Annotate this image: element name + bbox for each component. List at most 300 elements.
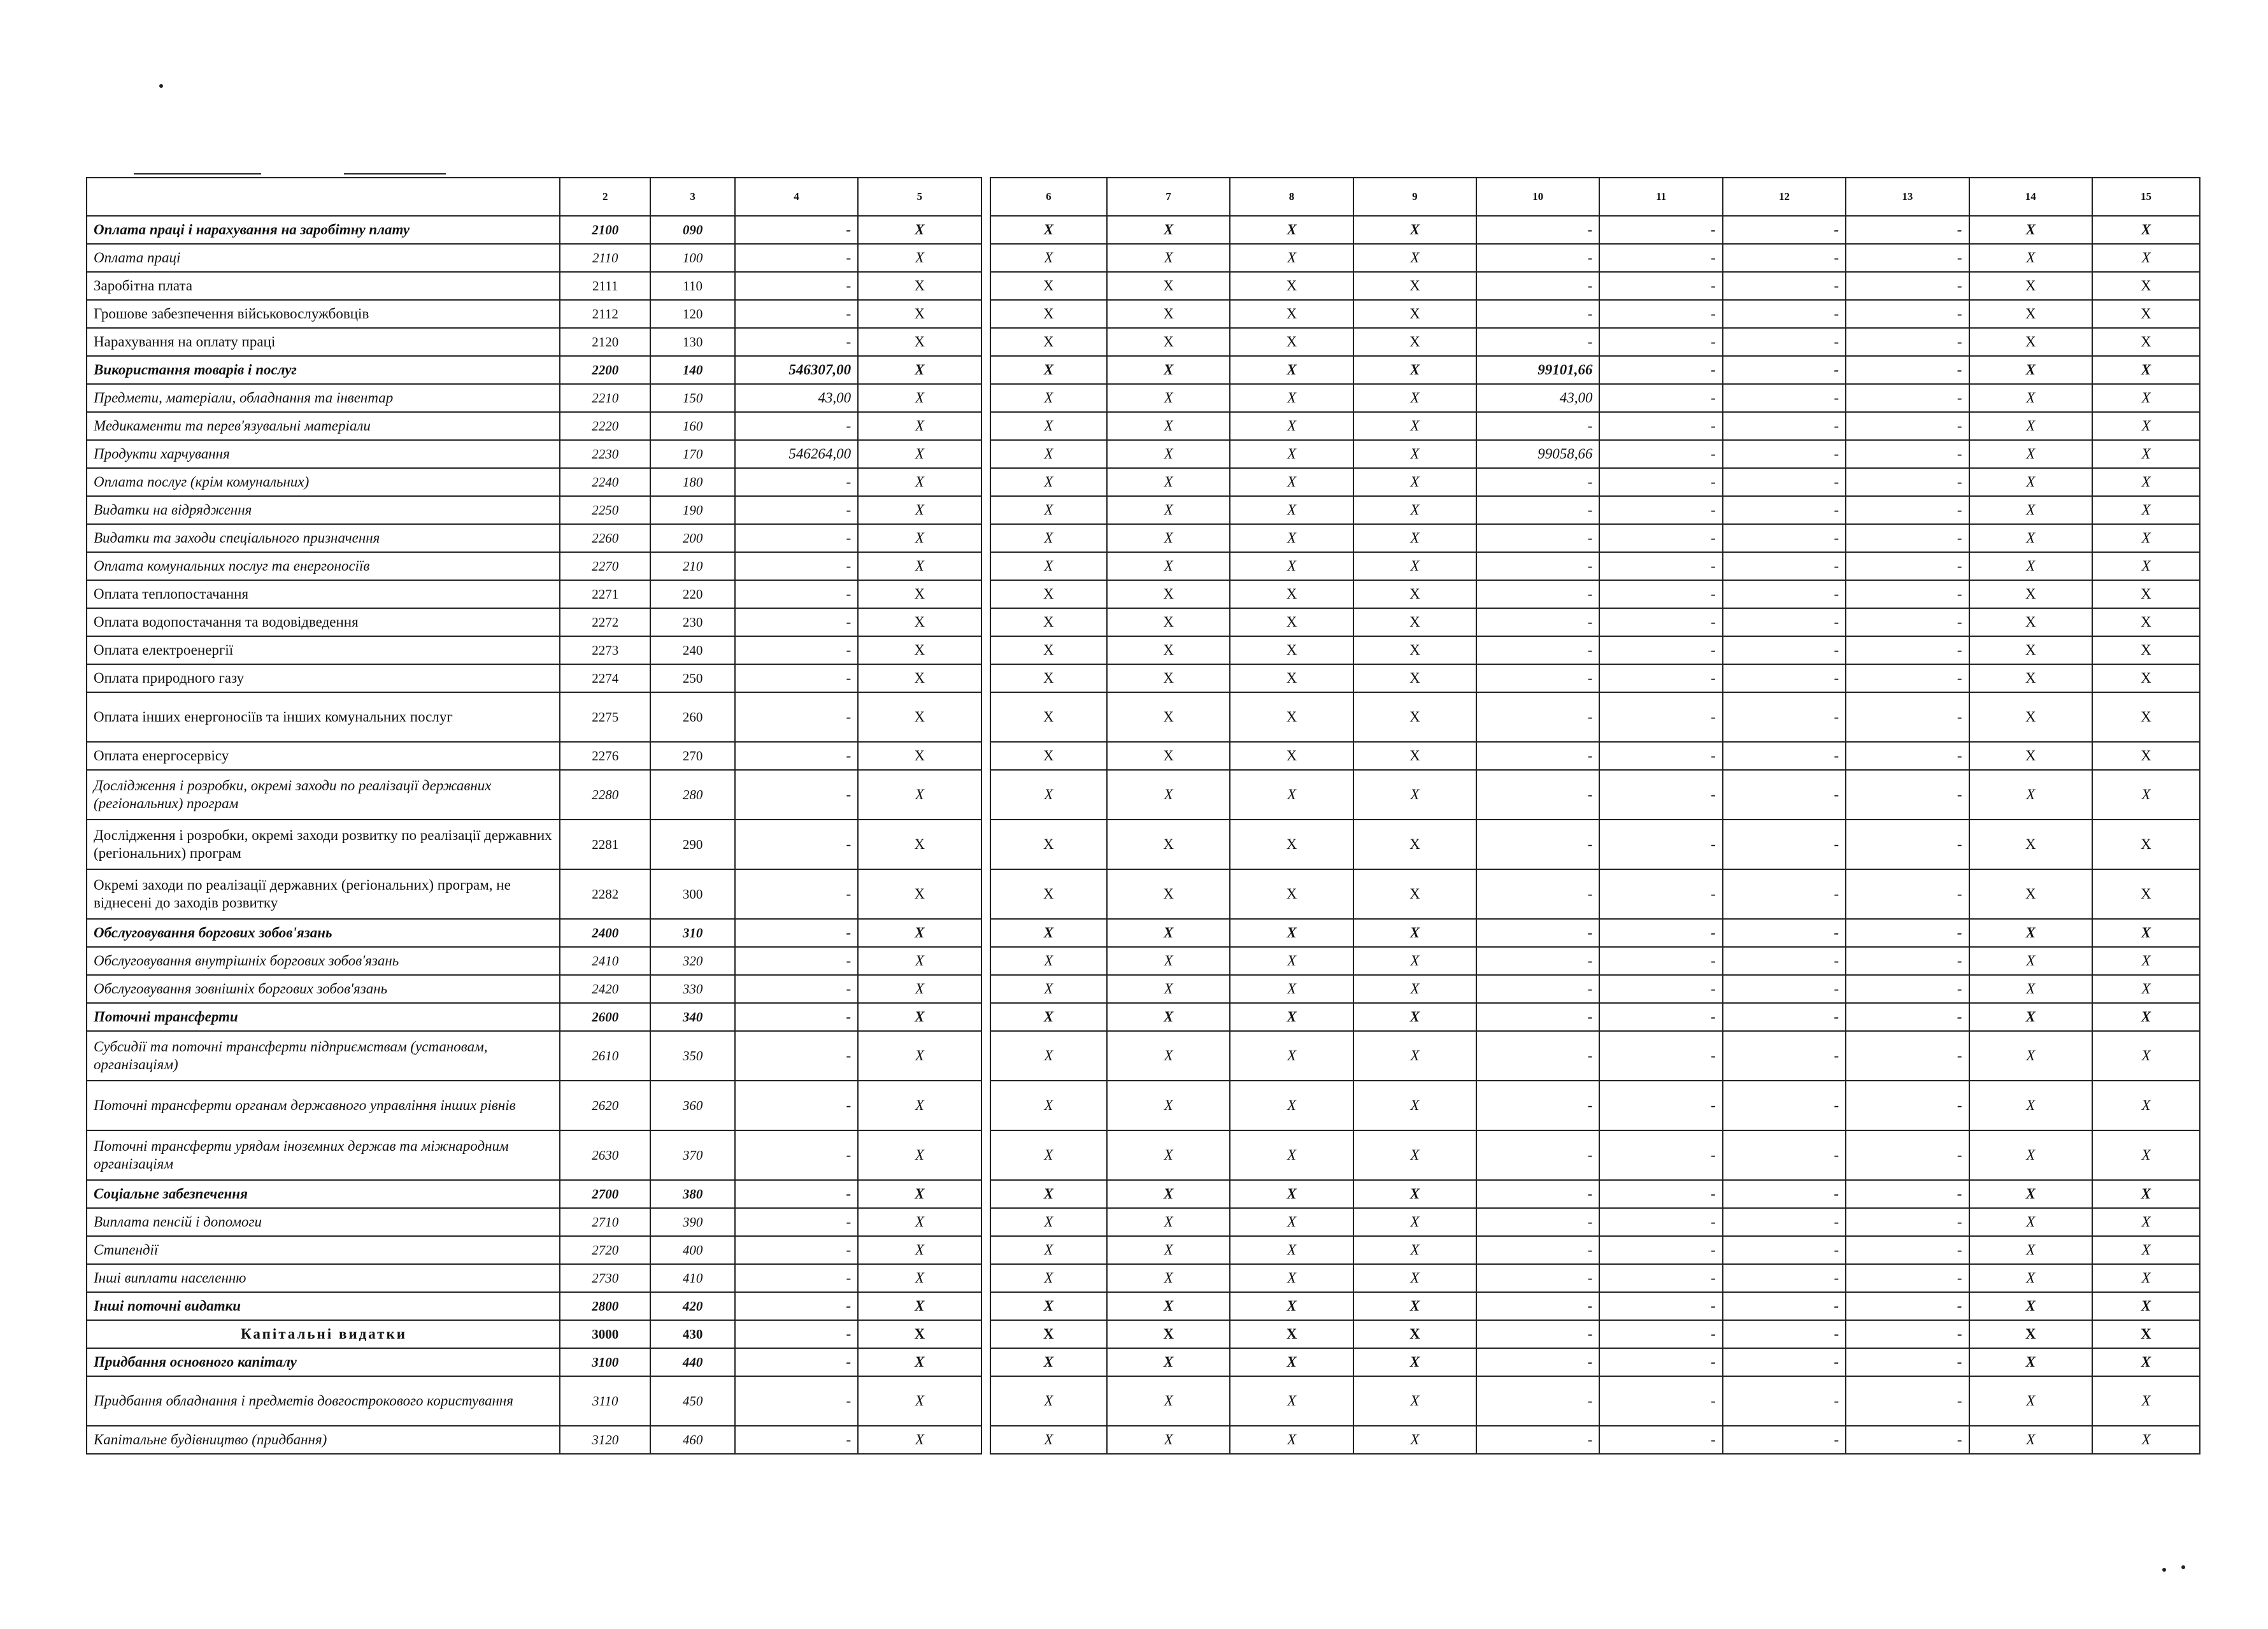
value-cell: X: [858, 1180, 981, 1208]
value-cell: X: [1230, 552, 1353, 580]
value-cell: -: [735, 1348, 858, 1376]
value-cell: X: [2092, 947, 2200, 975]
line-code-cell: 160: [650, 412, 734, 440]
value-cell: X: [1969, 919, 2092, 947]
table-row: [87, 1208, 2200, 1236]
value-cell: -: [1846, 272, 1969, 300]
kekv-code-cell: 2112: [560, 300, 650, 328]
value-cell: X: [858, 468, 981, 496]
value-cell: X: [1230, 947, 1353, 975]
table-row: [87, 975, 2200, 1003]
value-cell: X: [858, 1081, 981, 1130]
row-name: Обслуговування зовнішніх боргових зобов'язань: [87, 975, 560, 1003]
value-cell: X: [1353, 468, 1476, 496]
column-gap: [981, 1376, 990, 1426]
value-cell: -: [1476, 1292, 1599, 1320]
kekv-code-cell: 3100: [560, 1348, 650, 1376]
value-cell: X: [858, 1376, 981, 1426]
line-code-cell: 090: [650, 216, 734, 244]
value-cell: X: [858, 692, 981, 742]
value-cell: -: [1599, 468, 1722, 496]
value-cell: X: [1230, 1426, 1353, 1454]
line-code-cell: 450: [650, 1376, 734, 1426]
table-row: [87, 1180, 2200, 1208]
value-cell: -: [1476, 1348, 1599, 1376]
line-code-cell: 330: [650, 975, 734, 1003]
header-cell: 4: [735, 178, 858, 216]
row-name: Придбання основного капіталу: [87, 1348, 560, 1376]
line-code-cell: 430: [650, 1320, 734, 1348]
value-cell: X: [1107, 742, 1230, 770]
row-name: Використання товарів і послуг: [87, 356, 560, 384]
kekv-code-cell: 2410: [560, 947, 650, 975]
value-cell: X: [2092, 1081, 2200, 1130]
scan-speck: [2162, 1568, 2166, 1572]
column-gap: [981, 1264, 990, 1292]
value-cell: X: [858, 1130, 981, 1180]
value-cell: X: [858, 636, 981, 664]
table-row: [87, 468, 2200, 496]
value-cell: -: [1723, 1348, 1846, 1376]
value-cell: -: [1723, 216, 1846, 244]
header-cell: 9: [1353, 178, 1476, 216]
value-cell: -: [1846, 384, 1969, 412]
row-name: Оплата праці: [87, 244, 560, 272]
value-cell: -: [1476, 244, 1599, 272]
column-number-row: [87, 178, 2200, 216]
value-cell: X: [1353, 272, 1476, 300]
table-row: [87, 742, 2200, 770]
value-cell: X: [1107, 356, 1230, 384]
value-cell: X: [1353, 1003, 1476, 1031]
value-cell: X: [1353, 328, 1476, 356]
value-cell: -: [1476, 272, 1599, 300]
value-cell: X: [1353, 1236, 1476, 1264]
value-cell: X: [1107, 636, 1230, 664]
value-cell: -: [1846, 947, 1969, 975]
value-cell: X: [990, 919, 1107, 947]
value-cell: -: [1599, 384, 1722, 412]
value-cell: -: [735, 608, 858, 636]
value-cell: X: [1107, 1180, 1230, 1208]
value-cell: -: [735, 524, 858, 552]
line-code-cell: 170: [650, 440, 734, 468]
value-cell: X: [1969, 820, 2092, 869]
line-code-cell: 350: [650, 1031, 734, 1081]
value-cell: X: [858, 1320, 981, 1348]
column-gap: [981, 580, 990, 608]
value-cell: X: [858, 300, 981, 328]
line-code-cell: 250: [650, 664, 734, 692]
value-cell: X: [990, 356, 1107, 384]
table-row: [87, 412, 2200, 440]
value-cell: -: [1476, 1208, 1599, 1236]
value-cell: -: [1476, 1264, 1599, 1292]
value-cell: X: [1353, 440, 1476, 468]
value-cell: X: [990, 975, 1107, 1003]
value-cell: X: [1230, 300, 1353, 328]
value-cell: -: [735, 1236, 858, 1264]
value-cell: X: [1107, 975, 1230, 1003]
value-cell: -: [1723, 300, 1846, 328]
table-row: [87, 496, 2200, 524]
value-cell: -: [1476, 524, 1599, 552]
value-cell: X: [1969, 580, 2092, 608]
kekv-code-cell: 2720: [560, 1236, 650, 1264]
value-cell: -: [1846, 975, 1969, 1003]
line-code-cell: 210: [650, 552, 734, 580]
kekv-code-cell: 2110: [560, 244, 650, 272]
value-cell: X: [1353, 636, 1476, 664]
table-body: [87, 216, 2200, 1454]
line-code-cell: 300: [650, 869, 734, 919]
value-cell: X: [1969, 770, 2092, 820]
value-cell: -: [735, 496, 858, 524]
line-code-cell: 400: [650, 1236, 734, 1264]
value-cell: -: [735, 1180, 858, 1208]
value-cell: X: [1969, 1208, 2092, 1236]
value-cell: X: [1230, 1208, 1353, 1236]
value-cell: X: [858, 496, 981, 524]
value-cell: -: [735, 1376, 858, 1426]
column-gap: [981, 384, 990, 412]
table-row: [87, 272, 2200, 300]
value-cell: -: [735, 1320, 858, 1348]
column-gap: [981, 1320, 990, 1348]
value-cell: X: [1107, 820, 1230, 869]
value-cell: -: [1476, 1081, 1599, 1130]
value-cell: X: [1353, 608, 1476, 636]
value-cell: X: [2092, 1180, 2200, 1208]
value-cell: X: [990, 412, 1107, 440]
line-code-cell: 340: [650, 1003, 734, 1031]
value-cell: -: [1476, 692, 1599, 742]
value-cell: -: [1476, 608, 1599, 636]
value-cell: X: [1969, 975, 2092, 1003]
value-cell: -: [735, 1264, 858, 1292]
table-row: [87, 692, 2200, 742]
value-cell: -: [1599, 1426, 1722, 1454]
row-name: Обслуговування внутрішніх боргових зобов'язань: [87, 947, 560, 975]
value-cell: -: [735, 770, 858, 820]
value-cell: -: [1476, 1320, 1599, 1348]
value-cell: X: [1230, 328, 1353, 356]
value-cell: X: [2092, 636, 2200, 664]
column-gap: [981, 216, 990, 244]
value-cell: -: [1599, 1208, 1722, 1236]
value-cell: X: [1107, 1236, 1230, 1264]
value-cell: -: [1599, 300, 1722, 328]
row-name: Поточні трансферти органам державного управління інших рівнів: [87, 1081, 560, 1130]
value-cell: X: [990, 947, 1107, 975]
column-gap: [981, 356, 990, 384]
value-cell: X: [990, 440, 1107, 468]
header-rule: [134, 173, 261, 174]
table-row: [87, 384, 2200, 412]
value-cell: X: [1230, 440, 1353, 468]
value-cell: -: [1723, 1236, 1846, 1264]
row-name: Придбання обладнання і предметів довгострокового користування: [87, 1376, 560, 1426]
value-cell: X: [1353, 975, 1476, 1003]
value-cell: X: [1107, 524, 1230, 552]
value-cell: X: [990, 300, 1107, 328]
value-cell: -: [735, 300, 858, 328]
value-cell: X: [1353, 384, 1476, 412]
header-cell: 7: [1107, 178, 1230, 216]
value-cell: -: [1846, 742, 1969, 770]
header-cell: 11: [1599, 178, 1722, 216]
value-cell: X: [1969, 742, 2092, 770]
column-gap: [981, 1292, 990, 1320]
row-name: Інші поточні видатки: [87, 1292, 560, 1320]
line-code-cell: 180: [650, 468, 734, 496]
table-row: [87, 1426, 2200, 1454]
value-cell: 546307,00: [735, 356, 858, 384]
value-cell: -: [1723, 919, 1846, 947]
kekv-code-cell: 2281: [560, 820, 650, 869]
kekv-code-cell: 2120: [560, 328, 650, 356]
column-gap: [981, 947, 990, 975]
table-row: [87, 608, 2200, 636]
value-cell: -: [1723, 1180, 1846, 1208]
value-cell: -: [1723, 692, 1846, 742]
value-cell: -: [1846, 244, 1969, 272]
value-cell: X: [1353, 300, 1476, 328]
scan-speck: [2181, 1565, 2185, 1569]
value-cell: X: [1107, 947, 1230, 975]
value-cell: X: [1230, 412, 1353, 440]
value-cell: -: [1476, 216, 1599, 244]
value-cell: -: [1846, 552, 1969, 580]
value-cell: X: [990, 1376, 1107, 1426]
value-cell: -: [1846, 1003, 1969, 1031]
value-cell: X: [2092, 468, 2200, 496]
value-cell: X: [1107, 1320, 1230, 1348]
value-cell: X: [1107, 328, 1230, 356]
value-cell: X: [990, 1003, 1107, 1031]
column-gap: [981, 742, 990, 770]
value-cell: -: [1846, 1180, 1969, 1208]
value-cell: X: [990, 1426, 1107, 1454]
value-cell: X: [2092, 820, 2200, 869]
value-cell: X: [2092, 440, 2200, 468]
value-cell: -: [1476, 468, 1599, 496]
value-cell: -: [1599, 524, 1722, 552]
value-cell: X: [858, 919, 981, 947]
value-cell: X: [1969, 664, 2092, 692]
header-cell: 12: [1723, 178, 1846, 216]
value-cell: -: [1846, 770, 1969, 820]
value-cell: -: [1846, 1348, 1969, 1376]
value-cell: X: [1969, 244, 2092, 272]
value-cell: -: [1846, 608, 1969, 636]
value-cell: -: [1846, 869, 1969, 919]
column-gap: [981, 552, 990, 580]
row-name: Дослідження і розробки, окремі заходи по реалізації державних (регіональних) програм: [87, 770, 560, 820]
row-name: Грошове забезпечення військовослужбовців: [87, 300, 560, 328]
value-cell: -: [735, 272, 858, 300]
value-cell: X: [858, 244, 981, 272]
value-cell: X: [2092, 1208, 2200, 1236]
value-cell: X: [1969, 1348, 2092, 1376]
value-cell: -: [1723, 820, 1846, 869]
kekv-code-cell: 2400: [560, 919, 650, 947]
value-cell: X: [1353, 356, 1476, 384]
value-cell: -: [1476, 664, 1599, 692]
value-cell: X: [1353, 1292, 1476, 1320]
value-cell: X: [858, 608, 981, 636]
value-cell: X: [1230, 1264, 1353, 1292]
value-cell: X: [1107, 272, 1230, 300]
kekv-code-cell: 3120: [560, 1426, 650, 1454]
value-cell: X: [2092, 975, 2200, 1003]
value-cell: X: [858, 975, 981, 1003]
value-cell: X: [990, 664, 1107, 692]
value-cell: -: [1846, 636, 1969, 664]
value-cell: -: [1723, 1376, 1846, 1426]
column-gap: [981, 664, 990, 692]
kekv-code-cell: 2730: [560, 1264, 650, 1292]
value-cell: X: [2092, 384, 2200, 412]
value-cell: -: [1846, 1426, 1969, 1454]
value-cell: X: [1353, 742, 1476, 770]
value-cell: X: [1353, 1130, 1476, 1180]
value-cell: -: [1599, 975, 1722, 1003]
value-cell: X: [1353, 1180, 1476, 1208]
value-cell: -: [735, 869, 858, 919]
column-gap: [981, 1348, 990, 1376]
column-gap: [981, 496, 990, 524]
line-code-cell: 140: [650, 356, 734, 384]
value-cell: -: [735, 244, 858, 272]
column-gap: [981, 1130, 990, 1180]
value-cell: -: [1723, 328, 1846, 356]
value-cell: X: [990, 244, 1107, 272]
value-cell: -: [1723, 947, 1846, 975]
row-name: Оплата водопостачання та водовідведення: [87, 608, 560, 636]
row-name: Оплата послуг (крім комунальних): [87, 468, 560, 496]
value-cell: X: [1969, 552, 2092, 580]
row-name: Оплата енергосервісу: [87, 742, 560, 770]
value-cell: X: [990, 742, 1107, 770]
value-cell: X: [1107, 1292, 1230, 1320]
value-cell: X: [1969, 1003, 2092, 1031]
kekv-code-cell: 2271: [560, 580, 650, 608]
value-cell: -: [1599, 947, 1722, 975]
kekv-code-cell: 2100: [560, 216, 650, 244]
value-cell: X: [2092, 770, 2200, 820]
kekv-code-cell: 2275: [560, 692, 650, 742]
line-code-cell: 130: [650, 328, 734, 356]
value-cell: X: [1107, 1348, 1230, 1376]
value-cell: X: [1107, 1130, 1230, 1180]
column-gap: [981, 1081, 990, 1130]
value-cell: -: [735, 1292, 858, 1320]
kekv-code-cell: 2250: [560, 496, 650, 524]
column-gap: [981, 1208, 990, 1236]
value-cell: X: [2092, 1292, 2200, 1320]
value-cell: X: [1230, 919, 1353, 947]
table-row: [87, 770, 2200, 820]
row-name: Окремі заходи по реалізації державних (регіональних) програм, не віднесені до заходів розвитку: [87, 869, 560, 919]
kekv-code-cell: 2220: [560, 412, 650, 440]
value-cell: X: [1230, 869, 1353, 919]
value-cell: X: [1353, 770, 1476, 820]
value-cell: X: [858, 664, 981, 692]
value-cell: X: [1107, 608, 1230, 636]
value-cell: X: [1230, 244, 1353, 272]
value-cell: X: [1969, 440, 2092, 468]
value-cell: -: [1723, 440, 1846, 468]
value-cell: -: [1476, 975, 1599, 1003]
value-cell: 43,00: [1476, 384, 1599, 412]
value-cell: X: [858, 356, 981, 384]
value-cell: X: [858, 328, 981, 356]
value-cell: X: [1969, 636, 2092, 664]
value-cell: 43,00: [735, 384, 858, 412]
value-cell: -: [1846, 820, 1969, 869]
value-cell: -: [1476, 636, 1599, 664]
kekv-code-cell: 2210: [560, 384, 650, 412]
value-cell: X: [858, 1236, 981, 1264]
value-cell: X: [1107, 384, 1230, 412]
header-cell: 8: [1230, 178, 1353, 216]
value-cell: -: [735, 975, 858, 1003]
value-cell: X: [1353, 216, 1476, 244]
value-cell: X: [858, 384, 981, 412]
row-name: Інші виплати населенню: [87, 1264, 560, 1292]
value-cell: X: [1230, 1130, 1353, 1180]
value-cell: X: [1353, 1320, 1476, 1348]
value-cell: X: [1230, 1003, 1353, 1031]
value-cell: -: [1476, 1236, 1599, 1264]
value-cell: X: [1353, 1081, 1476, 1130]
column-gap: [981, 1236, 990, 1264]
value-cell: -: [1599, 608, 1722, 636]
table-row: [87, 580, 2200, 608]
value-cell: -: [1599, 216, 1722, 244]
value-cell: X: [1969, 272, 2092, 300]
value-cell: X: [1107, 1376, 1230, 1426]
kekv-code-cell: 2230: [560, 440, 650, 468]
value-cell: -: [1846, 1208, 1969, 1236]
value-cell: X: [2092, 1130, 2200, 1180]
value-cell: X: [1230, 1081, 1353, 1130]
value-cell: X: [1969, 1081, 2092, 1130]
value-cell: X: [2092, 1376, 2200, 1426]
value-cell: -: [1723, 1320, 1846, 1348]
value-cell: X: [1230, 496, 1353, 524]
kekv-code-cell: 2111: [560, 272, 650, 300]
header-cell: 10: [1476, 178, 1599, 216]
value-cell: -: [1723, 664, 1846, 692]
table-row: [87, 1081, 2200, 1130]
value-cell: X: [2092, 216, 2200, 244]
line-code-cell: 230: [650, 608, 734, 636]
line-code-cell: 200: [650, 524, 734, 552]
value-cell: -: [1599, 1376, 1722, 1426]
value-cell: X: [1353, 496, 1476, 524]
value-cell: X: [1107, 869, 1230, 919]
value-cell: -: [1846, 412, 1969, 440]
value-cell: X: [1107, 664, 1230, 692]
row-name: Предмети, матеріали, обладнання та інвентар: [87, 384, 560, 412]
value-cell: -: [1599, 1130, 1722, 1180]
value-cell: -: [1723, 412, 1846, 440]
value-cell: X: [1969, 496, 2092, 524]
column-gap: [981, 1426, 990, 1454]
column-gap: [981, 412, 990, 440]
